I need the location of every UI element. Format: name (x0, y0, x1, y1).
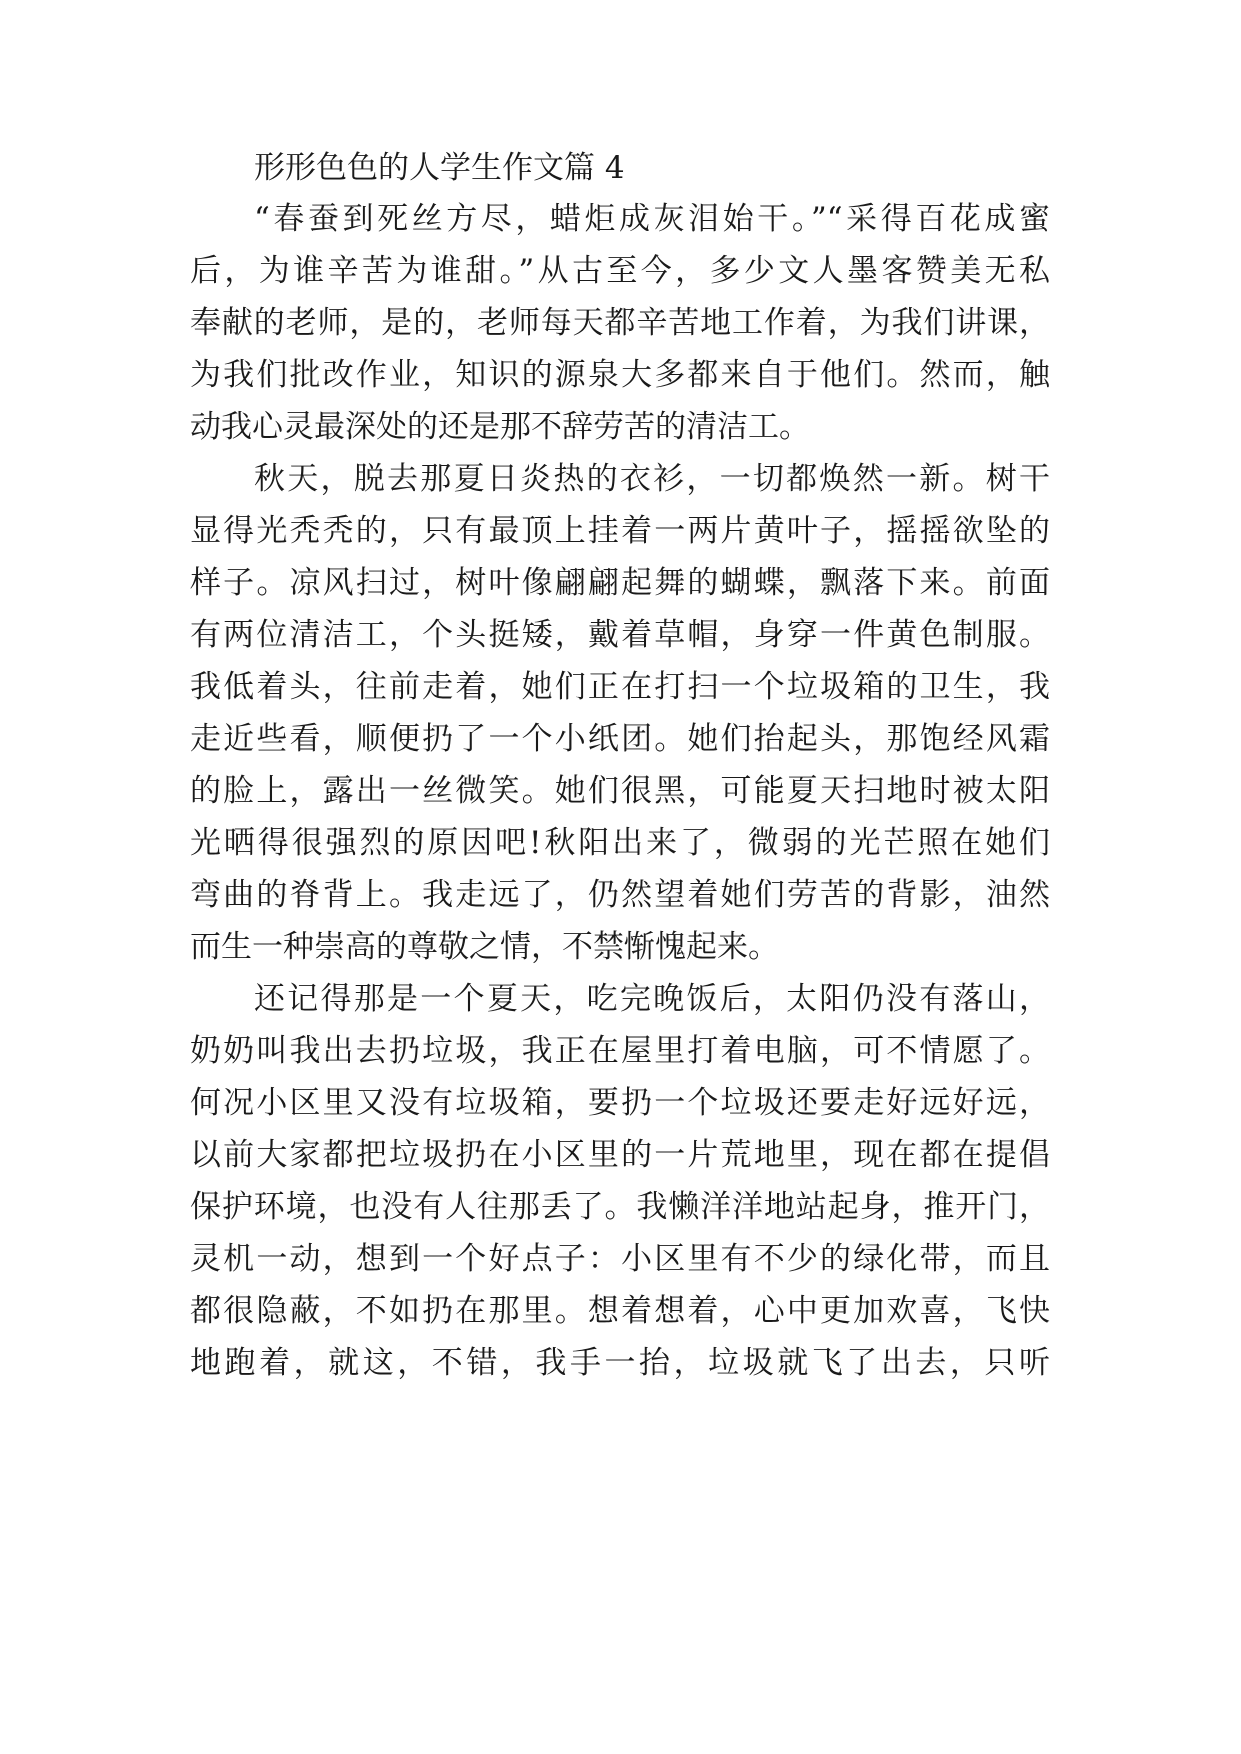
paragraph-3-line-8: 地跑着，就这，不错，我手一抬，垃圾就飞了出去，只听 (190, 1345, 1050, 1381)
paragraph-2-line-1: 秋天，脱去那夏日炎热的衣衫，一切都焕然一新。树干 (254, 461, 1050, 497)
paragraph-3-line-6: 灵机一动，想到一个好点子：小区里有不少的绿化带，而且 (190, 1241, 1050, 1277)
paragraph-3-line-4: 以前大家都把垃圾扔在小区里的一片荒地里，现在都在提倡 (190, 1137, 1050, 1173)
paragraph-2-line-7: 的脸上，露出一丝微笑。她们很黑，可能夏天扫地时被太阳 (190, 773, 1050, 809)
paragraph-2-line-2: 显得光秃秃的，只有最顶上挂着一两片黄叶子，摇摇欲坠的 (190, 513, 1050, 549)
paragraph-2-line-3: 样子。凉风扫过，树叶像翩翩起舞的蝴蝶，飘落下来。前面 (190, 565, 1050, 601)
paragraph-1-line-4: 为我们批改作业，知识的源泉大多都来自于他们。然而，触 (190, 357, 1050, 393)
paragraph-2-line-10: 而生一种崇高的尊敬之情，不禁惭愧起来。 (190, 929, 779, 965)
paragraph-3-line-3: 何况小区里又没有垃圾箱，要扔一个垃圾还要走好远好远， (190, 1085, 1050, 1121)
paragraph-2-line-6: 走近些看，顺便扔了一个小纸团。她们抬起头，那饱经风霜 (190, 721, 1050, 757)
paragraph-3-line-7: 都很隐蔽，不如扔在那里。想着想着，心中更加欢喜，飞快 (190, 1293, 1050, 1329)
paragraph-1-line-5: 动我心灵最深处的还是那不辞劳苦的清洁工。 (190, 409, 810, 445)
paragraph-2-line-4: 有两位清洁工，个头挺矮，戴着草帽，身穿一件黄色制服。 (190, 617, 1050, 653)
paragraph-1-line-3: 奉献的老师，是的，老师每天都辛苦地工作着，为我们讲课， (190, 305, 1050, 341)
paragraph-1-line-2: 后，为谁辛苦为谁甜。”从古至今，多少文人墨客赞美无私 (190, 253, 1050, 289)
paragraph-3-line-5: 保护环境，也没有人往那丢了。我懒洋洋地站起身，推开门， (190, 1189, 1050, 1225)
paragraph-2-line-5: 我低着头，往前走着，她们正在打扫一个垃圾箱的卫生，我 (190, 669, 1050, 705)
paragraph-2-line-9: 弯曲的脊背上。我走远了，仍然望着她们劳苦的背影，油然 (190, 877, 1050, 913)
paragraph-3-line-1: 还记得那是一个夏天，吃完晚饭后，太阳仍没有落山， (254, 981, 1050, 1017)
paragraph-3-line-2: 奶奶叫我出去扔垃圾，我正在屋里打着电脑，可不情愿了。 (190, 1033, 1050, 1069)
document-title: 形形色色的人学生作文篇 4 (254, 150, 625, 186)
paragraph-1-line-1: “春蚕到死丝方尽，蜡炬成灰泪始干。”“采得百花成蜜 (254, 201, 1050, 237)
paragraph-2-line-8: 光晒得很强烈的原因吧!秋阳出来了，微弱的光芒照在她们 (190, 825, 1050, 861)
